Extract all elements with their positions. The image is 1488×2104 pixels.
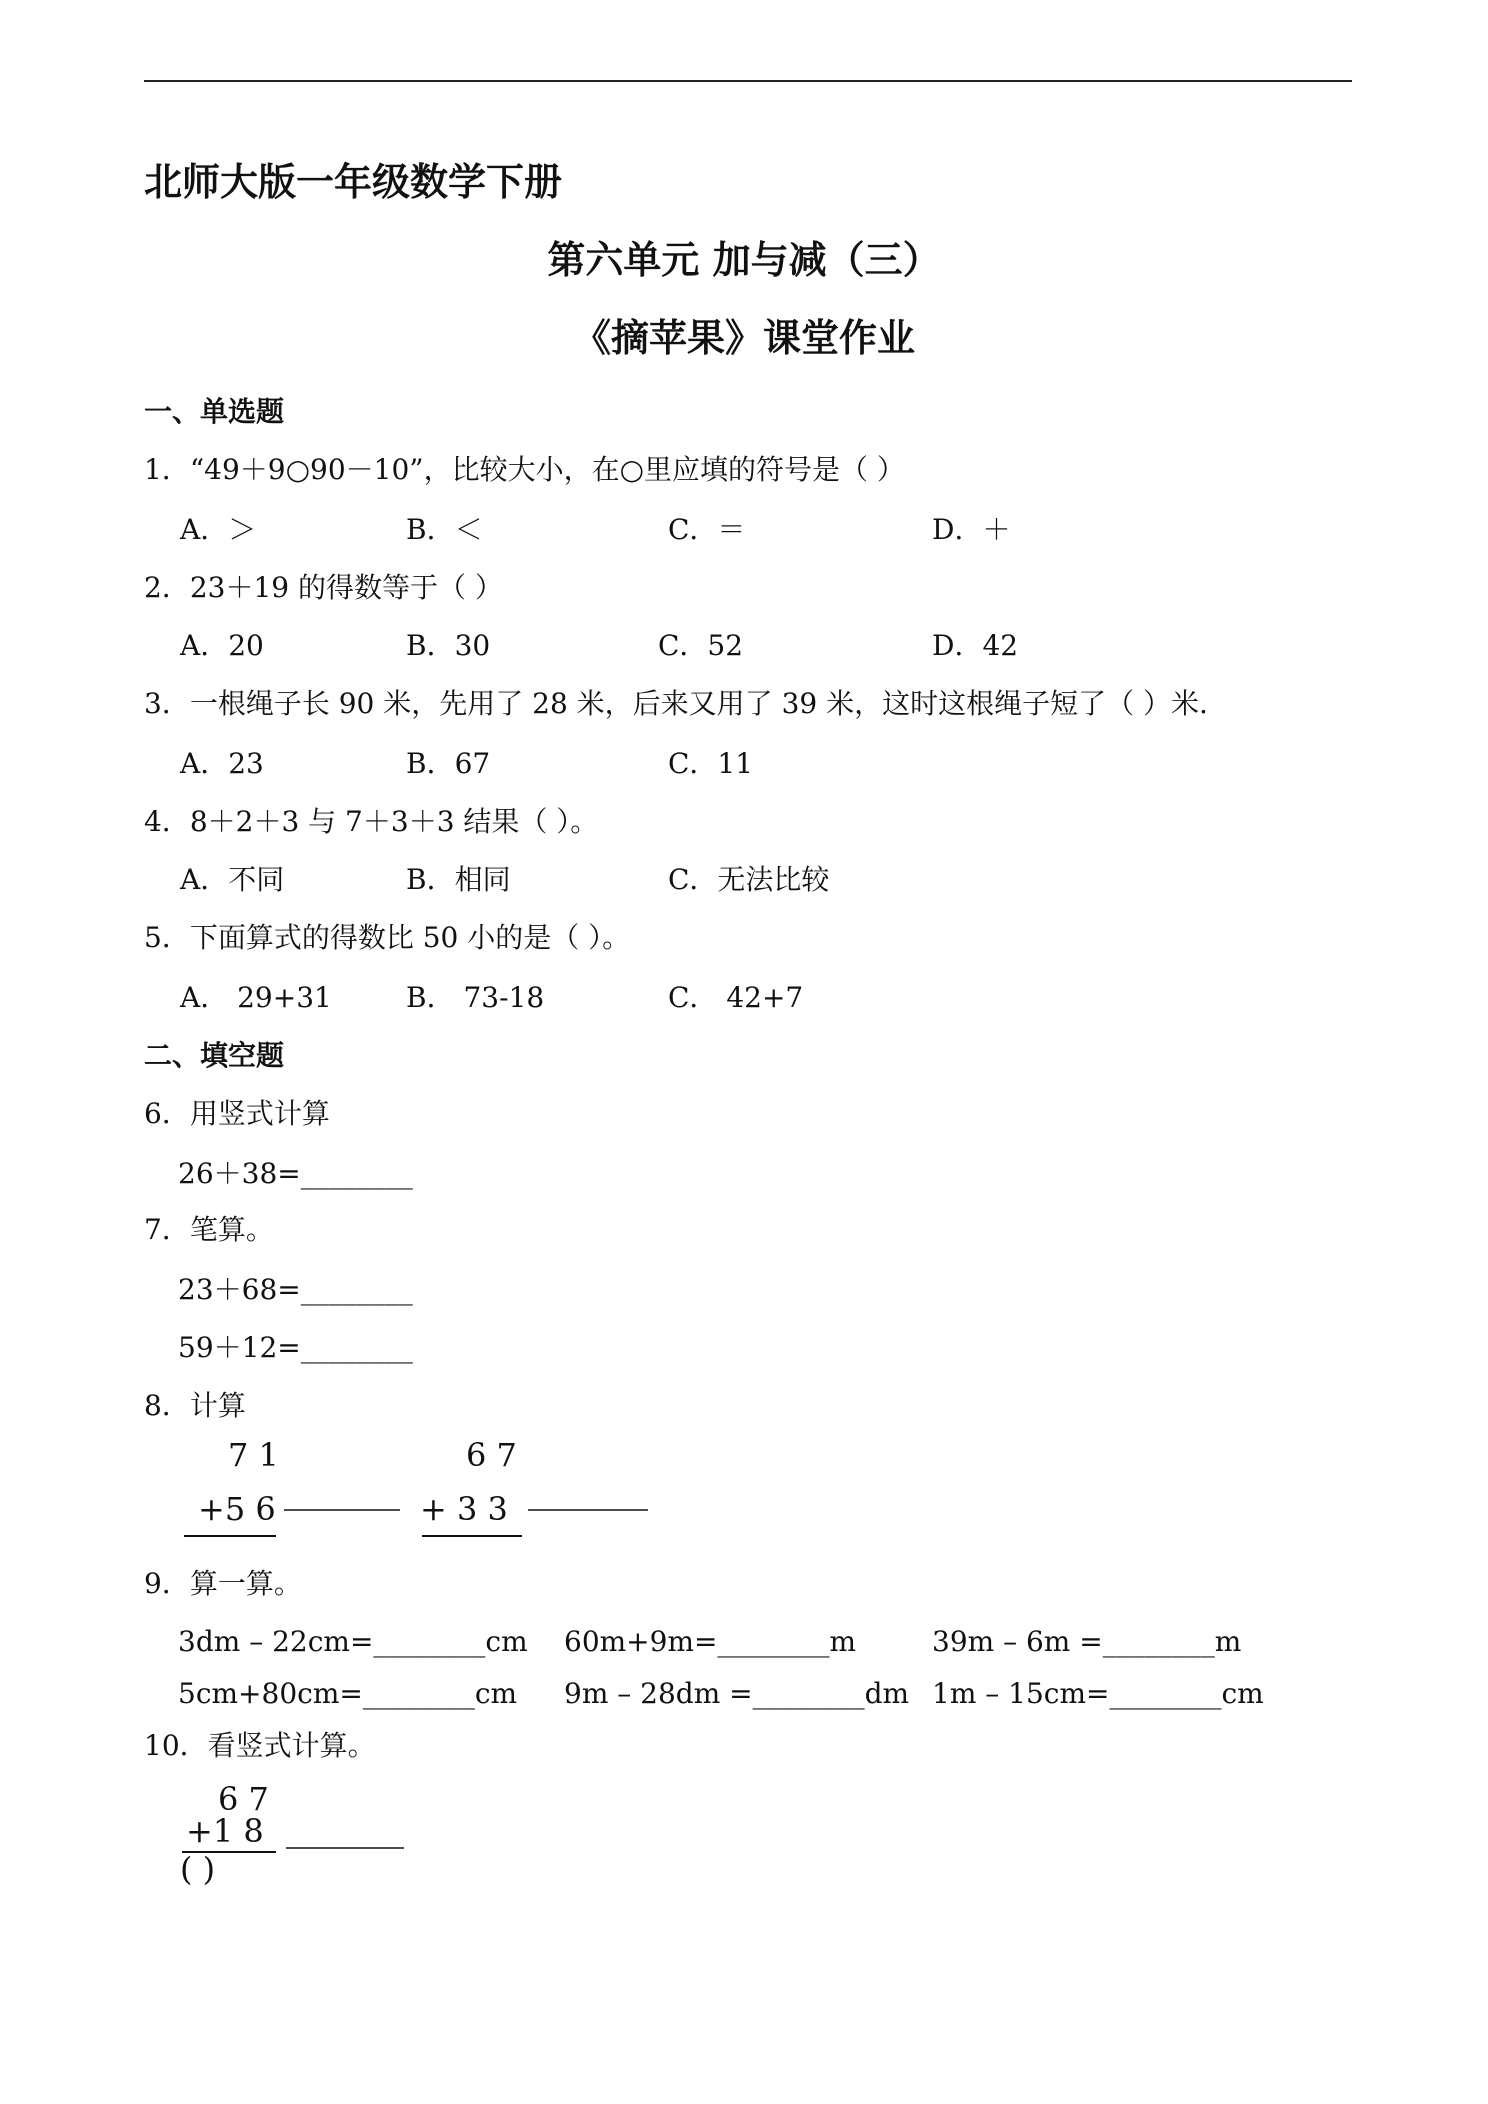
question-1-option-d[interactable]: D．＋ — [932, 513, 1011, 546]
question-7-expression-1[interactable]: 23＋68=________ — [178, 1273, 413, 1306]
question-10-vertical-calc — [178, 1782, 418, 1892]
vertical-3-result-brackets[interactable]: ( ) — [180, 1850, 216, 1888]
question-6-stem: 6．用竖式计算 — [144, 1097, 330, 1130]
question-8-vertical-calc-1 — [180, 1432, 420, 1552]
question-1-option-a[interactable]: A．＞ — [180, 513, 257, 546]
question-5-option-c[interactable]: C． 42+7 — [668, 981, 804, 1014]
book-title: 北师大版一年级数学下册 — [144, 160, 563, 204]
question-9-item-1[interactable]: 3dm – 22cm=________cm — [178, 1625, 528, 1658]
section-heading-fill-blank: 二、填空题 — [144, 1039, 285, 1072]
question-8-stem: 8．计算 — [144, 1389, 246, 1422]
question-9-item-5[interactable]: 9m – 28dm =________dm — [564, 1677, 910, 1710]
question-9-item-6[interactable]: 1m – 15cm=________cm — [932, 1677, 1264, 1710]
question-2-option-d[interactable]: D．42 — [932, 629, 1019, 662]
question-6-expression[interactable]: 26＋38=________ — [178, 1157, 413, 1190]
question-2-stem: 2．23＋19 的得数等于（ ） — [144, 571, 503, 604]
vertical-1-bottom: +5 6 — [198, 1490, 276, 1528]
header-rule — [144, 80, 1352, 82]
question-7-expression-2[interactable]: 59＋12=________ — [178, 1331, 413, 1364]
question-3-option-c[interactable]: C．11 — [668, 747, 754, 780]
vertical-2-top: 6 7 — [466, 1436, 517, 1474]
vertical-2-bottom: + 3 3 — [420, 1490, 508, 1528]
question-9-item-2[interactable]: 60m+9m=________m — [564, 1625, 857, 1658]
question-3-option-a[interactable]: A．23 — [180, 747, 264, 780]
question-2-option-c[interactable]: C．52 — [658, 629, 744, 662]
vertical-3-top: 6 7 — [218, 1782, 269, 1818]
question-9-item-3[interactable]: 39m – 6m =________m — [932, 1625, 1242, 1658]
question-4-stem: 4．8＋2＋3 与 7＋3＋3 结果（ ）。 — [144, 805, 599, 838]
question-3-stem: 3．一根绳子长 90 米，先用了 28 米，后来又用了 39 米，这时这根绳子短了（ ）米. — [144, 687, 1208, 720]
question-2-option-b[interactable]: B．30 — [406, 629, 491, 662]
question-1-option-c[interactable]: C．＝ — [668, 513, 746, 546]
question-2-option-a[interactable]: A．20 — [180, 629, 264, 662]
vertical-3-bottom: +1 8 — [186, 1812, 264, 1850]
lesson-title: 《摘苹果》课堂作业 — [572, 316, 915, 360]
question-9-stem: 9．算一算。 — [144, 1567, 302, 1600]
question-4-option-c[interactable]: C．无法比较 — [668, 863, 830, 896]
question-3-option-b[interactable]: B．67 — [406, 747, 491, 780]
question-5-stem: 5．下面算式的得数比 50 小的是（ ）。 — [144, 921, 631, 954]
question-4-option-b[interactable]: B．相同 — [406, 863, 511, 896]
vertical-1-top: 7 1 — [228, 1436, 279, 1474]
question-7-stem: 7．笔算。 — [144, 1213, 274, 1246]
question-4-option-a[interactable]: A．不同 — [180, 863, 285, 896]
question-1-option-b[interactable]: B．＜ — [406, 513, 483, 546]
question-8-vertical-calc-2 — [418, 1432, 658, 1552]
question-10-stem: 10．看竖式计算。 — [144, 1729, 376, 1762]
question-9-item-4[interactable]: 5cm+80cm=________cm — [178, 1677, 518, 1710]
question-5-option-a[interactable]: A． 29+31 — [180, 981, 332, 1014]
question-5-option-b[interactable]: B． 73-18 — [406, 981, 545, 1014]
unit-title: 第六单元 加与减（三） — [547, 238, 941, 282]
section-heading-single-choice: 一、单选题 — [144, 395, 285, 428]
question-1-stem: 1．“49＋9○90－10”，比较大小，在○里应填的符号是（ ） — [144, 453, 905, 486]
